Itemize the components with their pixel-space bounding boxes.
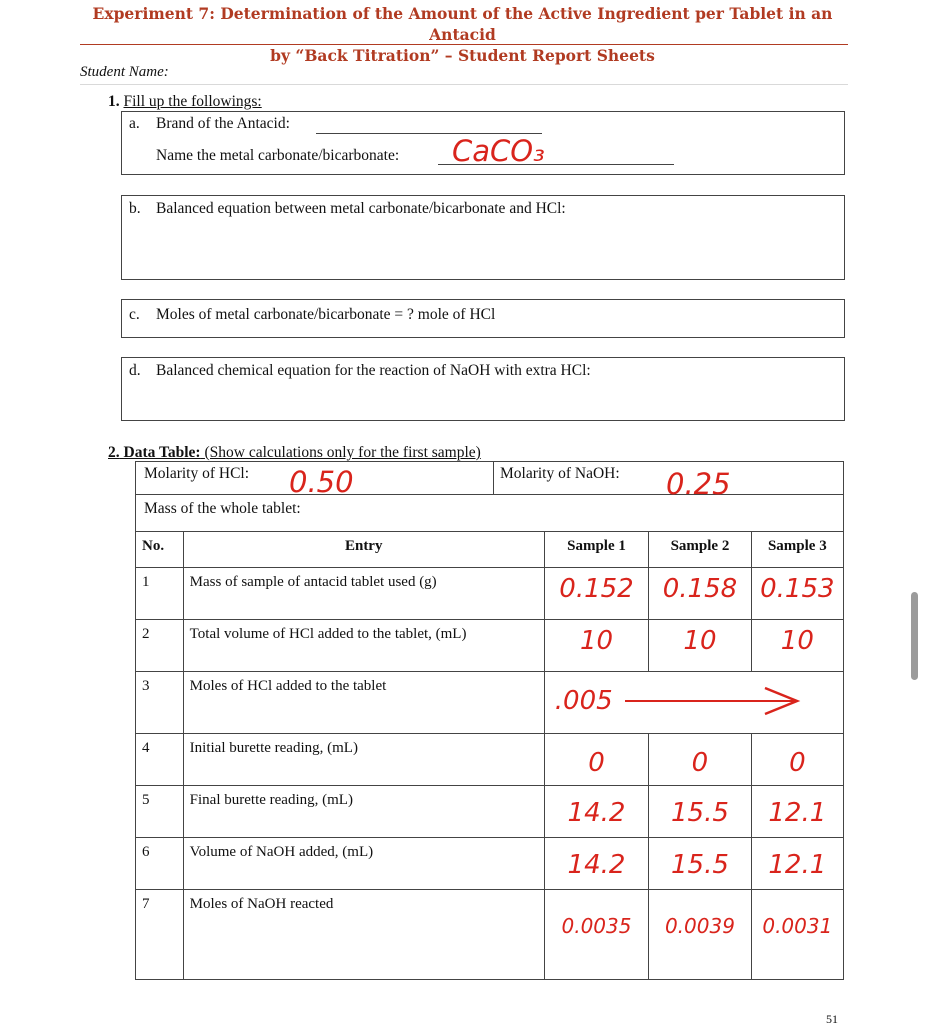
sample-2-cell[interactable] [649,838,751,890]
row-no: 1 [136,568,184,620]
row-entry: Moles of NaOH reacted [183,890,544,980]
item-d-text: Balanced chemical equation for the reaction of NaOH with extra HCl: [156,362,591,379]
box-c[interactable] [121,299,845,338]
sample-2-value: 15.5 [671,798,729,828]
sample-3-value: 0 [789,748,806,778]
row-no: 3 [136,672,184,734]
question-2-text: (Show calculations only for the first sample) [204,444,481,461]
mass-whole-tablet-label: Mass of the whole tablet: [144,500,301,517]
scrollbar-thumb[interactable] [911,592,918,680]
metal-answer: CaCO₃ [452,134,545,168]
box-d[interactable] [121,357,845,421]
sample-1-value: 10 [579,626,614,656]
table-row [136,568,844,620]
row-no: 5 [136,786,184,838]
header-entry: Entry [183,532,544,568]
sample-1-value: 14.2 [567,798,626,828]
molarity-naoh-value: 0.25 [666,467,731,501]
row-entry: Mass of sample of antacid tablet used (g) [183,568,544,620]
box-a [121,111,845,175]
brand-label: Brand of the Antacid: [156,115,290,132]
sample-1-cell[interactable] [544,786,648,838]
sample-3-cell[interactable] [751,890,843,980]
sample-3-value: 12.1 [768,850,827,880]
sample-3-value: 0.153 [760,574,835,604]
molarity-block [135,461,844,532]
molarity-split [493,462,494,494]
question-2 [108,444,481,462]
sample-1-cell[interactable] [544,568,648,620]
title-line-1: Experiment 7: Determination of the Amount of the Active Ingredient per Tablet in an Antacid [92,4,833,44]
table-row [136,786,844,838]
metal-label: Name the metal carbonate/bicarbonate: [156,147,400,164]
table-row [136,620,844,672]
question-1 [108,93,262,111]
student-name-line [80,84,848,85]
sample-3-cell[interactable] [751,734,843,786]
molarity-divider [136,494,843,495]
same-value-arrow-icon [625,686,805,716]
box-b[interactable] [121,195,845,280]
sample-1-cell[interactable] [544,620,648,672]
sample-3-value: 0.0031 [762,914,833,938]
data-table [135,531,844,980]
row-no: 4 [136,734,184,786]
table-row [136,734,844,786]
row-entry: Initial burette reading, (mL) [183,734,544,786]
row-no: 6 [136,838,184,890]
item-b-letter: b. [129,200,141,217]
sample-2-value: 15.5 [671,850,729,880]
item-d-letter: d. [129,362,141,379]
header-sample-2: Sample 2 [649,532,751,568]
table-row [136,890,844,980]
table-row [136,672,844,734]
row-no: 2 [136,620,184,672]
row-entry: Volume of NaOH added, (mL) [183,838,544,890]
page-number: 51 [826,1012,838,1026]
sample-3-cell[interactable] [751,568,843,620]
row-entry: Total volume of HCl added to the tablet, (mL) [183,620,544,672]
item-c-text: Moles of metal carbonate/bicarbonate = ? mole of HCl [156,306,496,323]
sample-2-cell[interactable] [649,620,751,672]
sample-1-cell[interactable] [544,734,648,786]
sample-2-value: 10 [683,626,717,656]
sample-3-cell[interactable] [751,620,843,672]
moles-hcl-cell[interactable] [544,672,843,734]
question-1-number: 1. [108,93,120,110]
header-sample-3: Sample 3 [751,532,843,568]
item-a-letter: a. [129,115,140,132]
table-row [136,838,844,890]
row-entry: Final burette reading, (mL) [183,786,544,838]
molarity-naoh-label: Molarity of NaOH: [500,465,620,482]
row-no: 7 [136,890,184,980]
row-entry: Moles of HCl added to the tablet [183,672,544,734]
sample-2-value: 0.0039 [664,914,735,938]
sample-1-cell[interactable] [544,838,648,890]
molarity-hcl-value: 0.50 [289,465,354,499]
sample-2-cell[interactable] [649,786,751,838]
table-header-row [136,532,844,568]
question-2-bold: Data Table: [123,444,201,461]
sample-2-cell[interactable] [649,734,751,786]
header-no: No. [136,532,184,568]
molarity-hcl-label: Molarity of HCl: [144,465,250,482]
student-name-label: Student Name: [80,64,169,80]
question-2-number: 2. [108,444,120,461]
sample-1-value: .005 [554,686,613,716]
sample-2-cell[interactable] [649,890,751,980]
question-1-text: Fill up the followings: [123,93,262,110]
sample-3-value: 10 [780,626,814,656]
sample-1-cell[interactable] [544,890,648,980]
title-divider [80,44,848,45]
report-title [60,3,865,66]
sample-2-cell[interactable] [649,568,751,620]
item-b-text: Balanced equation between metal carbonate/bicarbonate and HCl: [156,200,566,217]
sample-1-value: 0 [588,748,605,778]
sample-3-cell[interactable] [751,838,843,890]
sample-3-cell[interactable] [751,786,843,838]
header-sample-1: Sample 1 [544,532,648,568]
title-line-2: by “Back Titration” – Student Report Sheets [270,46,655,65]
sample-2-value: 0.158 [662,574,738,604]
sample-2-value: 0 [691,748,709,778]
item-c-letter: c. [129,306,140,323]
sample-1-value: 0.0035 [561,914,632,938]
sample-1-value: 14.2 [567,850,626,880]
sample-1-value: 0.152 [559,574,634,604]
sample-3-value: 12.1 [768,798,827,828]
